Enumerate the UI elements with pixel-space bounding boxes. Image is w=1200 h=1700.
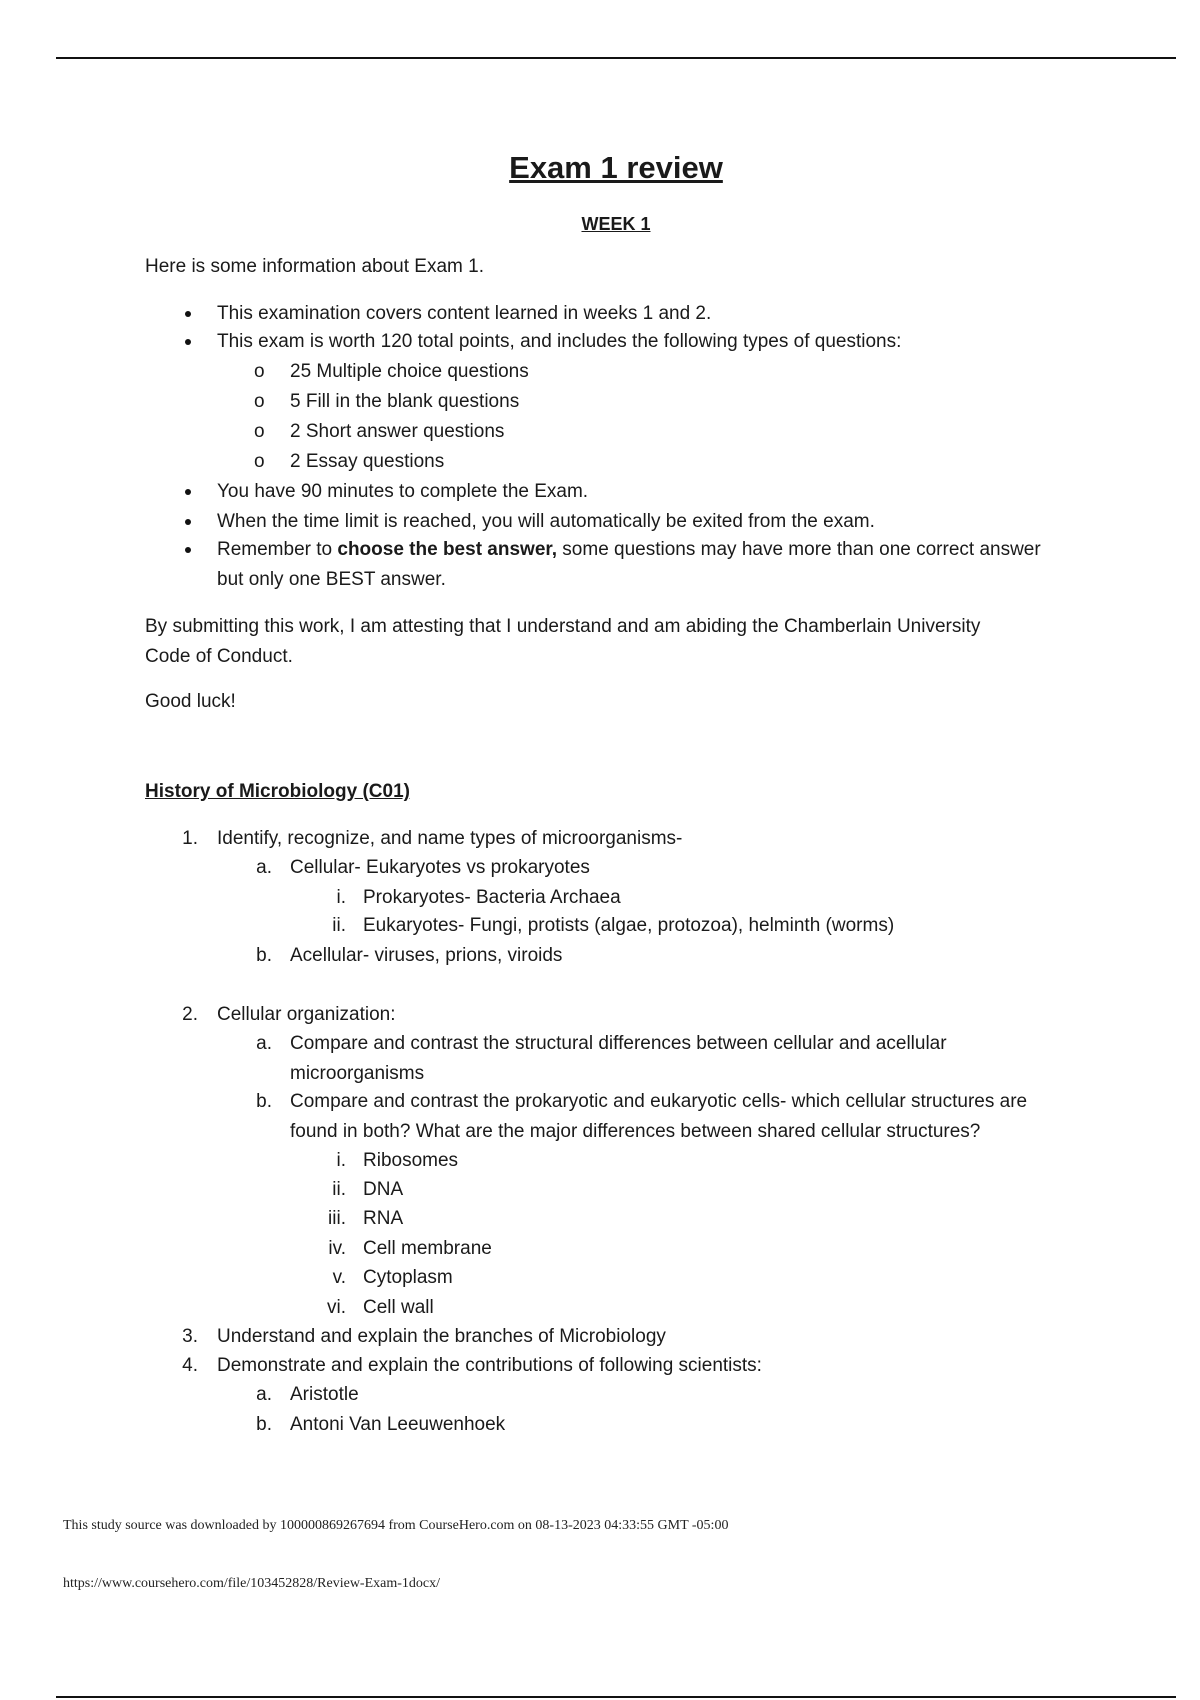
reminder-bold: choose the best answer,: [337, 539, 558, 560]
list-subsubitem: Eukaryotes- Fungi, protists (algae, protozoa), helminth (worms): [363, 915, 895, 936]
question-type-item: 2 Essay questions: [290, 451, 445, 472]
list-subitem: Compare and contrast the structural differences between cellular and acellular: [290, 1033, 947, 1054]
question-type-item: 5 Fill in the blank questions: [290, 391, 520, 412]
document-subtitle: WEEK 1: [581, 214, 651, 234]
list-subitem: Compare and contrast the prokaryotic and eukaryotic cells- which cellular structures are: [290, 1091, 1028, 1112]
list-subsubitem: Prokaryotes- Bacteria Archaea: [363, 887, 621, 908]
list-roman: i.: [336, 1150, 346, 1171]
sub-bullet-marker: o: [254, 421, 265, 442]
list-letter: b.: [256, 945, 272, 966]
list-letter: a.: [256, 857, 272, 878]
list-subitem-cont: microorganisms: [290, 1063, 425, 1084]
list-item: Demonstrate and explain the contributions of following scientists:: [217, 1355, 762, 1376]
list-subitem: Antoni Van Leeuwenhoek: [290, 1414, 506, 1435]
top-rule: [56, 57, 1176, 59]
bullet-item: When the time limit is reached, you will automatically be exited from the exam.: [217, 511, 875, 532]
bullet-dot: [185, 311, 191, 317]
list-subsubitem: Cell membrane: [363, 1238, 492, 1259]
reminder-prefix: Remember to: [217, 539, 338, 560]
reminder-line: [217, 538, 1041, 562]
reminder-line-2: but only one BEST answer.: [217, 569, 446, 590]
list-roman: iii.: [328, 1208, 346, 1229]
bullet-item: This examination covers content learned in weeks 1 and 2.: [217, 303, 712, 324]
intro-text: Here is some information about Exam 1.: [145, 256, 484, 277]
bullet-dot: [185, 339, 191, 345]
list-subsubitem: Cell wall: [363, 1297, 434, 1318]
document-title: Exam 1 review: [509, 150, 723, 185]
attestation-line-2: Code of Conduct.: [145, 646, 293, 667]
list-number: 4.: [182, 1355, 198, 1376]
download-source-notice: This study source was downloaded by 100000869267694 from CourseHero.com on 08-13-2023 04:33:55 GMT -05:00: [63, 1518, 729, 1533]
bullet-dot: [185, 519, 191, 525]
bullet-item: You have 90 minutes to complete the Exam.: [217, 481, 589, 502]
list-subsubitem: Cytoplasm: [363, 1267, 453, 1288]
list-number: 3.: [182, 1326, 198, 1347]
question-type-item: 2 Short answer questions: [290, 421, 505, 442]
list-roman: v.: [332, 1267, 346, 1288]
good-luck-text: Good luck!: [145, 691, 236, 712]
list-number: 1.: [182, 828, 198, 849]
bullet-dot: [185, 489, 191, 495]
list-number: 2.: [182, 1004, 198, 1025]
section-heading: History of Microbiology (C01): [145, 781, 410, 802]
question-type-item: 25 Multiple choice questions: [290, 361, 529, 382]
list-roman: ii.: [332, 1179, 346, 1200]
list-item: Identify, recognize, and name types of microorganisms-: [217, 828, 683, 849]
list-roman: i.: [336, 887, 346, 908]
list-item: Cellular organization:: [217, 1004, 396, 1025]
list-item: Understand and explain the branches of Microbiology: [217, 1326, 666, 1347]
list-subitem: Acellular- viruses, prions, viroids: [290, 945, 563, 966]
list-letter: a.: [256, 1033, 272, 1054]
list-roman: vi.: [327, 1297, 346, 1318]
list-subsubitem: DNA: [363, 1179, 404, 1200]
list-subitem-cont: found in both? What are the major differences between shared cellular structures?: [290, 1121, 981, 1142]
list-letter: b.: [256, 1414, 272, 1435]
sub-bullet-marker: o: [254, 391, 265, 412]
list-subitem: Cellular- Eukaryotes vs prokaryotes: [290, 857, 590, 878]
list-roman: iv.: [328, 1238, 346, 1259]
sub-bullet-marker: o: [254, 361, 265, 382]
list-subitem: Aristotle: [290, 1384, 359, 1405]
list-letter: b.: [256, 1091, 272, 1112]
list-subsubitem: RNA: [363, 1208, 404, 1229]
list-letter: a.: [256, 1384, 272, 1405]
bottom-rule: [56, 1696, 1176, 1698]
list-roman: ii.: [332, 915, 346, 936]
bullet-dot: [185, 547, 191, 553]
bullet-item: This exam is worth 120 total points, and includes the following types of questions:: [217, 331, 902, 352]
source-url: https://www.coursehero.com/file/103452828/Review-Exam-1docx/: [63, 1576, 441, 1591]
attestation-line-1: By submitting this work, I am attesting that I understand and am abiding the Chamberlain University: [145, 616, 981, 637]
sub-bullet-marker: o: [254, 451, 265, 472]
reminder-suffix: some questions may have more than one correct answer: [557, 539, 1041, 560]
list-subsubitem: Ribosomes: [363, 1150, 459, 1171]
